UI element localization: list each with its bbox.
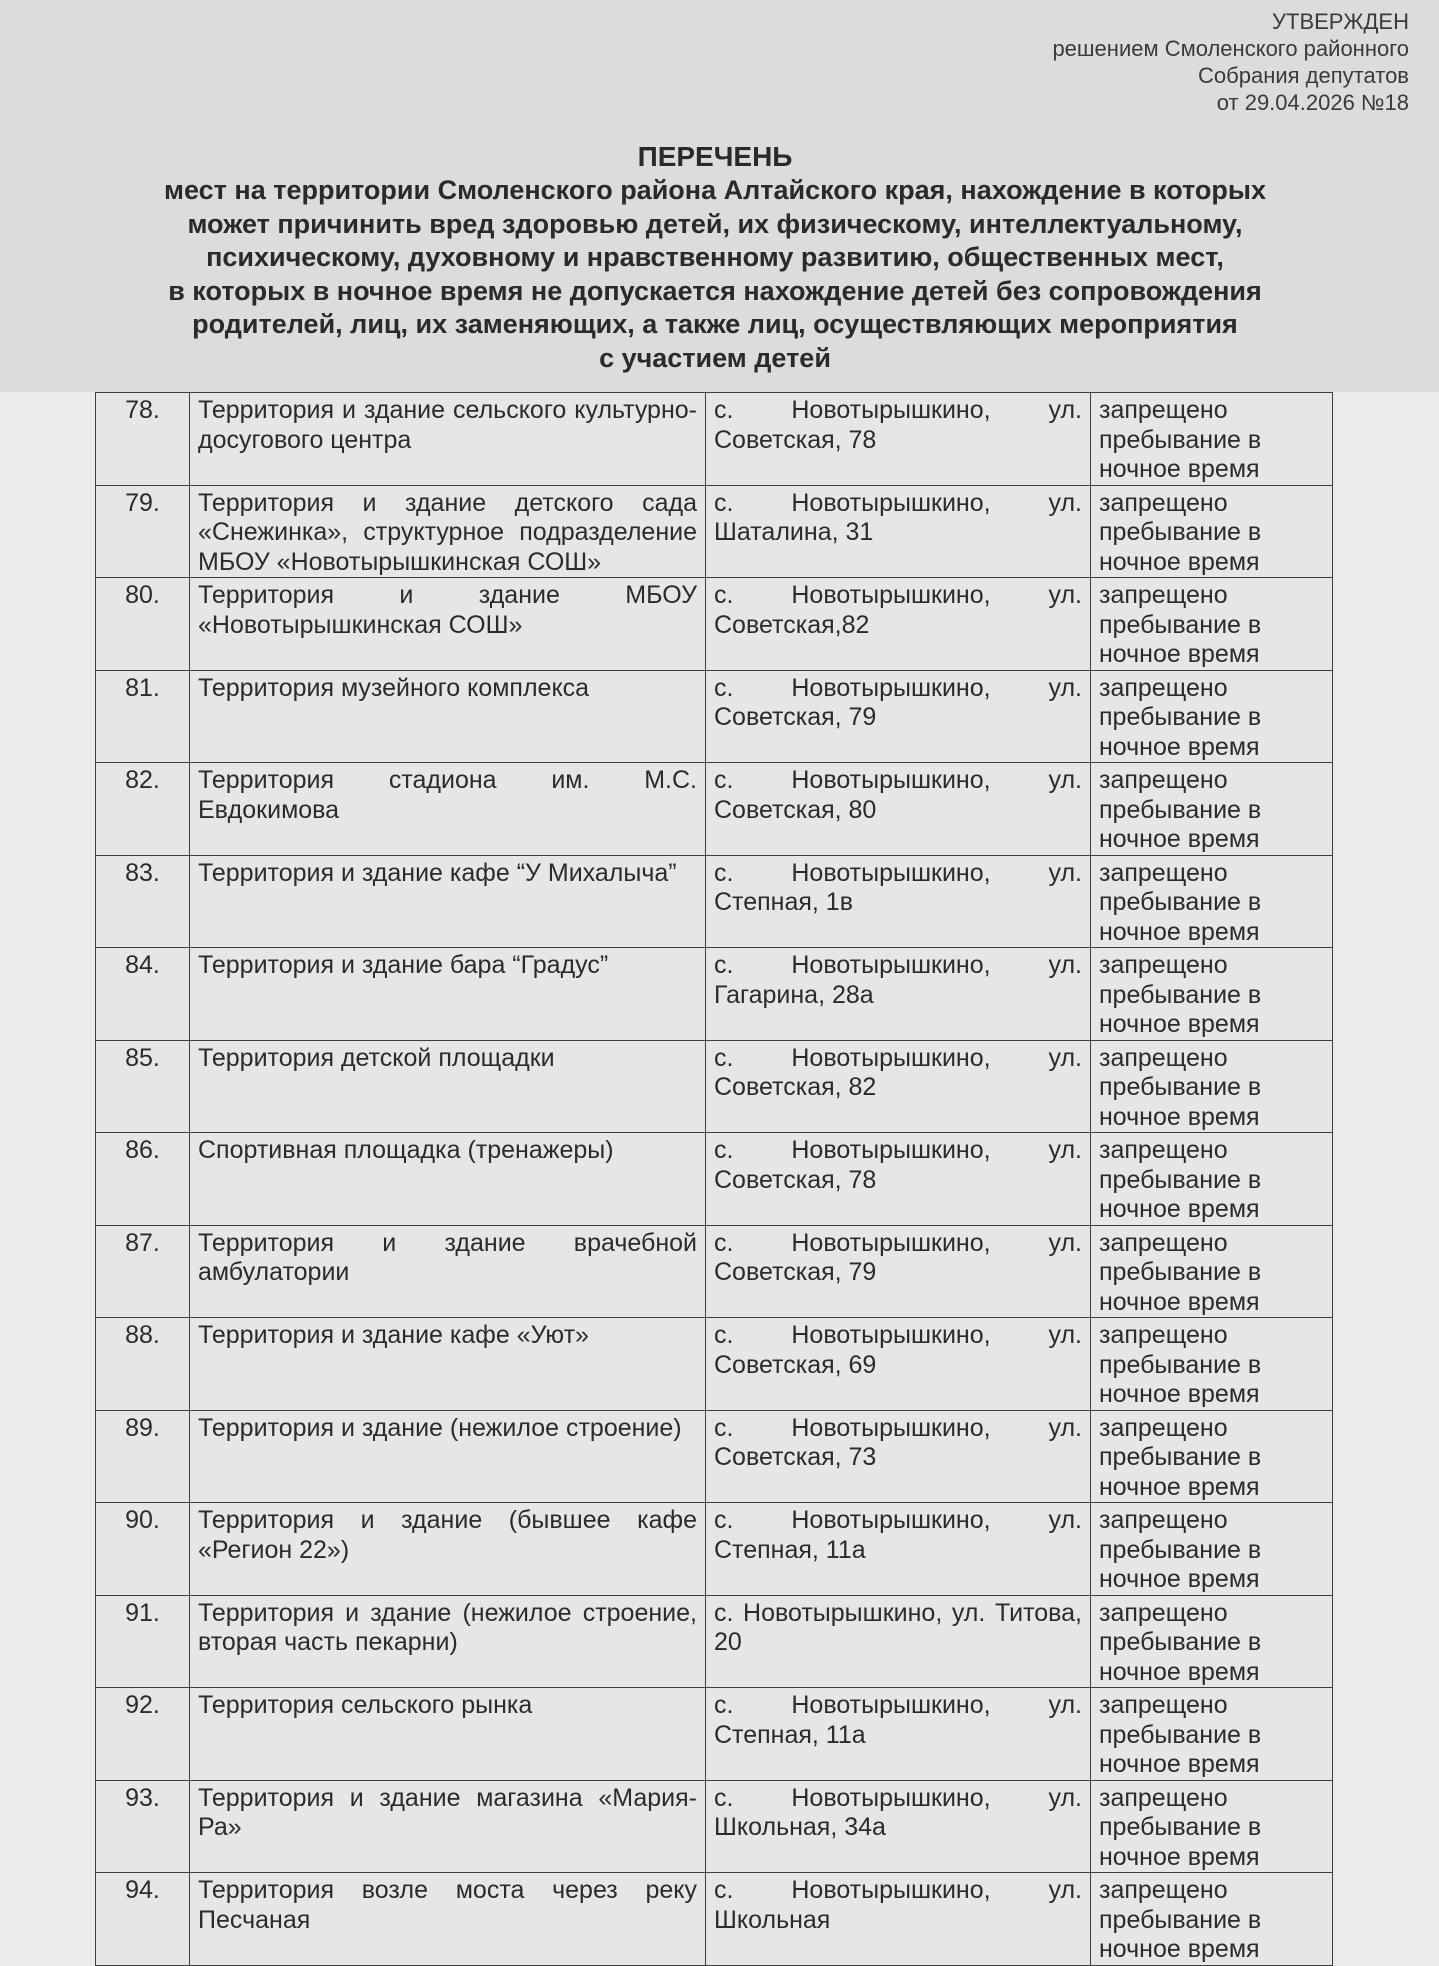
row-number: 90. — [96, 1503, 190, 1596]
place-status: запрещено пребывание в ночное время — [1091, 1595, 1333, 1688]
place-status: запрещено пребывание в ночное время — [1091, 948, 1333, 1041]
place-status: запрещено пребывание в ночное время — [1091, 1225, 1333, 1318]
place-name: Территория и здание (бывшее кафе «Регион 22») — [190, 1503, 706, 1596]
row-number: 84. — [96, 948, 190, 1041]
title-heading: ПЕРЕЧЕНЬ — [637, 141, 793, 172]
table-row — [96, 1780, 1333, 1873]
approval-line: решением Смоленского районного — [1052, 36, 1409, 61]
place-name: Территория музейного комплекса — [190, 670, 706, 763]
table-row — [96, 393, 1333, 486]
table-row — [96, 1873, 1333, 1966]
place-address: с. Новотырышкино, ул. Школьная, 34а — [706, 1780, 1091, 1873]
table-row — [96, 1225, 1333, 1318]
table-row — [96, 1040, 1333, 1133]
place-status: запрещено пребывание в ночное время — [1091, 1133, 1333, 1226]
places-table — [95, 392, 1332, 1966]
place-address: с. Новотырышкино, ул. Советская, 82 — [706, 1040, 1091, 1133]
place-address: с. Новотырышкино, ул. Советская, 80 — [706, 763, 1091, 856]
row-number: 88. — [96, 1318, 190, 1411]
table-row — [96, 1410, 1333, 1503]
document-title — [150, 140, 1280, 375]
row-number: 80. — [96, 578, 190, 671]
row-number: 85. — [96, 1040, 190, 1133]
place-status: запрещено пребывание в ночное время — [1091, 1318, 1333, 1411]
place-status: запрещено пребывание в ночное время — [1091, 1780, 1333, 1873]
row-number: 83. — [96, 855, 190, 948]
place-status: запрещено пребывание в ночное время — [1091, 1503, 1333, 1596]
table-row — [96, 670, 1333, 763]
row-number: 93. — [96, 1780, 190, 1873]
row-number: 81. — [96, 670, 190, 763]
place-status: запрещено пребывание в ночное время — [1091, 485, 1333, 578]
place-address: с. Новотырышкино, ул. Степная, 11а — [706, 1503, 1091, 1596]
place-name: Территория сельского рынка — [190, 1688, 706, 1781]
place-name: Территория и здание кафе “У Михалыча” — [190, 855, 706, 948]
place-address: с. Новотырышкино, ул. Советская, 69 — [706, 1318, 1091, 1411]
table-row — [96, 578, 1333, 671]
place-name: Территория и здание врачебной амбулатории — [190, 1225, 706, 1318]
place-name: Территория детской площадки — [190, 1040, 706, 1133]
title-line: психическому, духовному и нравственному развитию, общественных мест, — [206, 242, 1224, 272]
place-name: Территория и здание (нежилое строение) — [190, 1410, 706, 1503]
row-number: 89. — [96, 1410, 190, 1503]
place-address: с. Новотырышкино, ул. Школьная — [706, 1873, 1091, 1966]
title-line: мест на территории Смоленского района Алтайского края, нахождение в которых — [164, 175, 1266, 205]
place-name: Территория и здание детского сада «Снежинка», структурное подразделение МБОУ «Новотырышкинская СОШ» — [190, 485, 706, 578]
place-address: с. Новотырышкино, ул. Советская, 78 — [706, 1133, 1091, 1226]
place-address: с. Новотырышкино, ул. Советская,82 — [706, 578, 1091, 671]
row-number: 79. — [96, 485, 190, 578]
approval-stamp — [1052, 8, 1409, 116]
table-row — [96, 855, 1333, 948]
place-name: Спортивная площадка (тренажеры) — [190, 1133, 706, 1226]
row-number: 86. — [96, 1133, 190, 1226]
place-status: запрещено пребывание в ночное время — [1091, 1040, 1333, 1133]
place-status: запрещено пребывание в ночное время — [1091, 855, 1333, 948]
table-row — [96, 1595, 1333, 1688]
approval-line: от 29.04.2026 №18 — [1216, 90, 1409, 115]
place-status: запрещено пребывание в ночное время — [1091, 1873, 1333, 1966]
place-address: с. Новотырышкино, ул. Гагарина, 28а — [706, 948, 1091, 1041]
place-address: с. Новотырышкино, ул. Советская, 79 — [706, 1225, 1091, 1318]
place-status: запрещено пребывание в ночное время — [1091, 1410, 1333, 1503]
document-header — [0, 0, 1439, 392]
place-name: Территория и здание магазина «Мария-Ра» — [190, 1780, 706, 1873]
row-number: 94. — [96, 1873, 190, 1966]
place-address: с. Новотырышкино, ул. Советская, 73 — [706, 1410, 1091, 1503]
place-name: Территория и здание бара “Градус” — [190, 948, 706, 1041]
title-line: родителей, лиц, их заменяющих, а также лиц, осуществляющих мероприятия — [192, 309, 1238, 339]
place-name: Территория стадиона им. М.С. Евдокимова — [190, 763, 706, 856]
table-row — [96, 1688, 1333, 1781]
row-number: 82. — [96, 763, 190, 856]
table-row — [96, 485, 1333, 578]
row-number: 78. — [96, 393, 190, 486]
table-row — [96, 1133, 1333, 1226]
place-address: с. Новотырышкино, ул. Шаталина, 31 — [706, 485, 1091, 578]
title-line: с участием детей — [599, 342, 831, 373]
place-name: Территория и здание сельского культурно-досугового центра — [190, 393, 706, 486]
table-row — [96, 948, 1333, 1041]
place-address: с. Новотырышкино, ул. Степная, 11а — [706, 1688, 1091, 1781]
place-status: запрещено пребывание в ночное время — [1091, 763, 1333, 856]
title-line: может причинить вред здоровью детей, их физическому, интеллектуальному, — [187, 208, 1243, 239]
place-address: с. Новотырышкино, ул. Степная, 1в — [706, 855, 1091, 948]
approval-line: Собрания депутатов — [1198, 63, 1409, 88]
row-number: 92. — [96, 1688, 190, 1781]
place-name: Территория и здание (нежилое строение, вторая часть пекарни) — [190, 1595, 706, 1688]
place-status: запрещено пребывание в ночное время — [1091, 578, 1333, 671]
row-number: 91. — [96, 1595, 190, 1688]
place-status: запрещено пребывание в ночное время — [1091, 670, 1333, 763]
place-address: с. Новотырышкино, ул. Титова, 20 — [706, 1595, 1091, 1688]
table-row — [96, 763, 1333, 856]
title-line: в которых в ночное время не допускается нахождение детей без сопровождения — [168, 275, 1262, 306]
place-address: с. Новотырышкино, ул. Советская, 79 — [706, 670, 1091, 763]
place-status: запрещено пребывание в ночное время — [1091, 1688, 1333, 1781]
place-name: Территория возле моста через реку Песчаная — [190, 1873, 706, 1966]
place-address: с. Новотырышкино, ул. Советская, 78 — [706, 393, 1091, 486]
table-row — [96, 1503, 1333, 1596]
table-row — [96, 1318, 1333, 1411]
row-number: 87. — [96, 1225, 190, 1318]
approval-line: УТВЕРЖДЕН — [1272, 9, 1409, 34]
place-name: Территория и здание кафе «Уют» — [190, 1318, 706, 1411]
place-name: Территория и здание МБОУ «Новотырышкинская СОШ» — [190, 578, 706, 671]
place-status: запрещено пребывание в ночное время — [1091, 393, 1333, 486]
